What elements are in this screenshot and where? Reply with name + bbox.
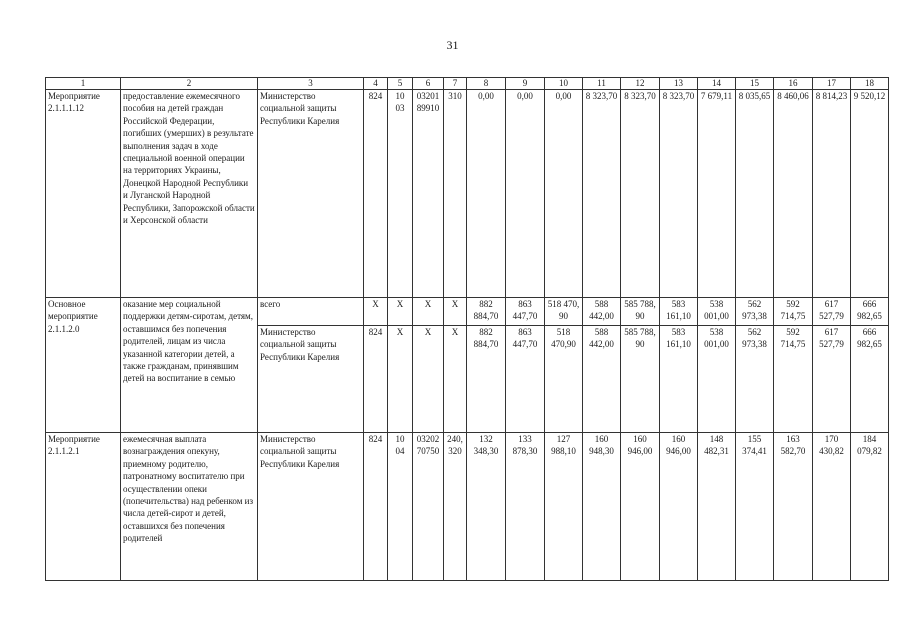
code-cell: Х [364,298,388,326]
value-cell: 8 323,70 [660,90,698,298]
header-row [46,78,889,90]
budget-table [45,77,889,581]
header-cell: 14 [698,78,736,90]
header-cell: 4 [364,78,388,90]
row-executor: всего [258,298,364,326]
value-cell: 666 982,65 [851,298,889,326]
value-cell: 133 878,30 [506,433,545,581]
value-cell: 0,00 [545,90,583,298]
value-cell: 585 788, 90 [621,298,660,326]
code-cell: 310 [444,90,467,298]
row-executor: Министерство социальной защиты Республики Карелия [258,326,364,433]
header-cell: 15 [736,78,774,90]
table-row [46,433,889,581]
value-cell: 160 946,00 [621,433,660,581]
code-cell: Х [388,326,413,433]
code-cell: 10 04 [388,433,413,581]
header-cell: 11 [583,78,621,90]
value-cell: 8 323,70 [621,90,660,298]
code-cell: 240, 320 [444,433,467,581]
value-cell: 184 079,82 [851,433,889,581]
value-cell: 592 714,75 [774,298,813,326]
row-description: оказание мер социальной поддержки детям-сиротам, детям, оставшимся без попечения родителей, лицам из числа указанной категории детей, а также гражданам, принявшим детей на воспитание в семью [121,298,258,433]
code-cell: Х [388,298,413,326]
value-cell: 592 714,75 [774,326,813,433]
header-cell: 17 [813,78,851,90]
code-cell: Х [444,326,467,433]
value-cell: 562 973,38 [736,326,774,433]
table-row [46,90,889,298]
value-cell: 538 001,00 [698,298,736,326]
value-cell: 160 946,00 [660,433,698,581]
header-cell: 16 [774,78,813,90]
value-cell: 9 520,12 [851,90,889,298]
row-description: предоставление ежемесячного пособия на детей граждан Российской Федерации, погибших (умерших) в результате выполнения задач в ходе специальной военной операции на территориях Украины, Донецкой Народной Республики и Луганской Народной Республики, Запорожской области и Херсонской области [121,90,258,298]
page-number: 31 [446,38,459,52]
value-cell: 617 527,79 [813,326,851,433]
value-cell: 882 884,70 [467,298,506,326]
table-row [46,298,889,326]
value-cell: 160 948,30 [583,433,621,581]
value-cell: 518 470, 90 [545,298,583,326]
value-cell: 585 788, 90 [621,326,660,433]
value-cell: 863 447,70 [506,298,545,326]
header-cell: 1 [46,78,121,90]
code-cell: 03202 70750 [413,433,444,581]
value-cell: 583 161,10 [660,326,698,433]
code-cell: 824 [364,326,388,433]
value-cell: 0,00 [467,90,506,298]
value-cell: 0,00 [506,90,545,298]
value-cell: 588 442,00 [583,298,621,326]
value-cell: 127 988,10 [545,433,583,581]
header-cell: 10 [545,78,583,90]
header-cell: 13 [660,78,698,90]
code-cell: 824 [364,90,388,298]
value-cell: 882 884,70 [467,326,506,433]
value-cell: 538 001,00 [698,326,736,433]
value-cell: 588 442,00 [583,326,621,433]
code-cell: Х [413,326,444,433]
value-cell: 518 470,90 [545,326,583,433]
code-cell: Х [413,298,444,326]
row-name: Мероприятие 2.1.1.1.12 [46,90,121,298]
header-cell: 12 [621,78,660,90]
code-cell: Х [444,298,467,326]
header-cell: 6 [413,78,444,90]
row-name: Основное мероприятие 2.1.1.2.0 [46,298,121,433]
code-cell: 10 03 [388,90,413,298]
row-description: ежемесячная выплата вознаграждения опекуну, приемному родителю, патронатному воспитателю при осуществлении опеки (попечительства) над ребенком из числа детей-сирот и детей, оставшихся без попечения родителей [121,433,258,581]
code-cell: 03201 89910 [413,90,444,298]
header-cell: 7 [444,78,467,90]
header-cell: 2 [121,78,258,90]
value-cell: 562 973,38 [736,298,774,326]
header-cell: 18 [851,78,889,90]
value-cell: 170 430,82 [813,433,851,581]
value-cell: 583 161,10 [660,298,698,326]
header-cell: 5 [388,78,413,90]
value-cell: 155 374,41 [736,433,774,581]
row-executor: Министерство социальной защиты Республики Карелия [258,90,364,298]
value-cell: 8 460,06 [774,90,813,298]
row-executor: Министерство социальной защиты Республики Карелия [258,433,364,581]
value-cell: 666 982,65 [851,326,889,433]
value-cell: 132 348,30 [467,433,506,581]
row-name: Мероприятие 2.1.1.2.1 [46,433,121,581]
value-cell: 7 679,11 [698,90,736,298]
header-cell: 9 [506,78,545,90]
value-cell: 8 323,70 [583,90,621,298]
code-cell: 824 [364,433,388,581]
value-cell: 163 582,70 [774,433,813,581]
header-cell: 8 [467,78,506,90]
value-cell: 617 527,79 [813,298,851,326]
value-cell: 863 447,70 [506,326,545,433]
value-cell: 148 482,31 [698,433,736,581]
value-cell: 8 814,23 [813,90,851,298]
value-cell: 8 035,65 [736,90,774,298]
header-cell: 3 [258,78,364,90]
